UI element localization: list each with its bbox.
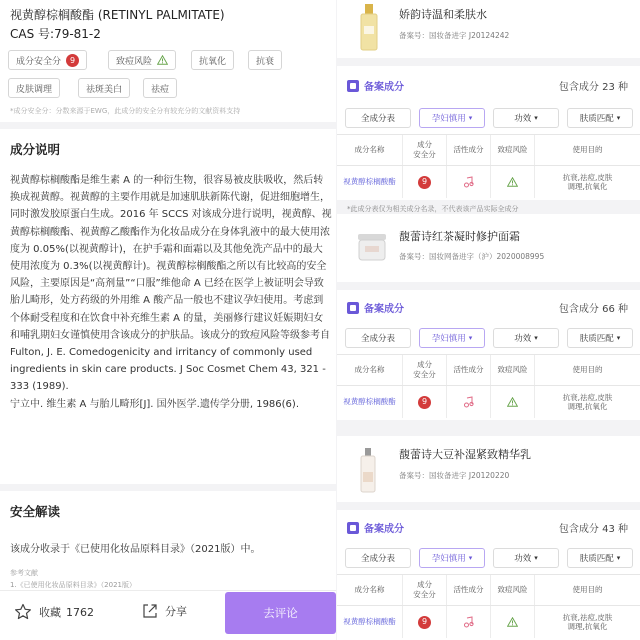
col-safety: 成分 安全分 (403, 575, 447, 605)
safety-heading: 安全解读 (10, 504, 61, 519)
row-purpose: 抗衰,祛痘,皮肤 调理,抗氧化 (562, 393, 613, 411)
table-header (337, 574, 640, 606)
col-name: 成分名称 (337, 135, 403, 165)
safety-score-badge: 9 (418, 176, 431, 189)
ingredient-list-note: *此成分表仅为相关成分名录，不代表该产品实际全成分 (347, 205, 519, 213)
warning-icon (157, 55, 168, 65)
description-text (10, 172, 332, 413)
chevron-down-icon: ▾ (468, 334, 473, 342)
active-ingredient-icon (463, 396, 475, 408)
description-heading: 成分说明 (10, 142, 61, 157)
share-icon (142, 603, 158, 619)
col-active: 活性成分 (447, 355, 491, 385)
col-acne: 致痘风险 (491, 135, 535, 165)
chevron-down-icon: ▾ (468, 114, 473, 122)
col-name: 成分名称 (337, 355, 403, 385)
product-image (355, 4, 383, 52)
registered-ingredients-label: 备案成分 (364, 82, 404, 93)
filter-function[interactable]: 功效 ▾ (493, 108, 559, 128)
col-active: 活性成分 (447, 135, 491, 165)
row-acne (491, 386, 535, 418)
registered-ingredients-header (347, 300, 404, 315)
tag-spot-whitening[interactable]: 祛斑美白 (78, 78, 130, 98)
ingredient-count: 包含成分 66 种 (558, 304, 628, 315)
share-button[interactable] (142, 603, 187, 619)
table-header (337, 134, 640, 166)
star-icon (14, 603, 32, 621)
filter-skin-match[interactable]: 肤质匹配 ▾ (567, 108, 633, 128)
row-acne (491, 606, 535, 638)
row-active (447, 606, 491, 638)
favorite-label: 收藏 (39, 606, 61, 619)
product-name: 馥蕾诗红茶凝时修护面霜 (399, 230, 520, 243)
filter-all-ingredients[interactable]: 全成分表 (345, 108, 411, 128)
table-header (337, 354, 640, 386)
registry-icon (347, 302, 359, 314)
warning-icon (507, 397, 518, 407)
safety-score-badge: 9 (66, 54, 79, 67)
cas-number: CAS 号:79-81-2 (10, 27, 101, 41)
filter-pregnancy[interactable]: 孕妇慎用 ▾ (419, 548, 485, 568)
col-purpose: 使用目的 (572, 585, 603, 594)
ingredient-count: 包含成分 43 种 (558, 524, 628, 535)
product-card[interactable] (337, 0, 640, 58)
registered-ingredients-block (337, 66, 640, 200)
filter-pregnancy[interactable]: 孕妇慎用 ▾ (419, 328, 485, 348)
filter-skin-match[interactable]: 肤质匹配 ▾ (567, 548, 633, 568)
tag-acne-risk[interactable]: 致痘风险 (108, 50, 176, 70)
table-row[interactable] (337, 386, 640, 418)
filter-function[interactable]: 功效 ▾ (493, 548, 559, 568)
bottom-action-bar (0, 590, 336, 640)
row-safety (403, 166, 447, 198)
product-registration: 备案号：国妆备进字 J20120220 (399, 471, 510, 480)
registered-ingredients-label: 备案成分 (364, 304, 404, 315)
row-ingredient-name[interactable]: 视黄醇棕榈酸酯 (337, 386, 403, 418)
registered-ingredients-header (347, 520, 404, 535)
col-name: 成分名称 (337, 575, 403, 605)
description-paragraph: 视黄醇棕榈酸酯是维生素 A 的一种衍生物，很容易被皮肤吸收，然后转换成视黄醇。视黄醇的主要作用就是加速肌肤新陈代谢，促进细胞增生，同时激发胶原蛋白生成。2016 年 SCCS 对该成分进行说明，视黄醇、视黄醇棕榈酸酯、视黄醇乙酸酯作为化妆品成分在身体乳液中的最大使用浓度为 0.05%(以视黄醇计)，在护手霜和面霜以及其他免洗产品中的最大使用浓度为 0.3%(以视黄醇计)。视黄醇棕榈酸酯之所以有比较高的安全风险，主要原因是“高剂量”“口服”维他命 A 已经在医学上被证明会导致胎儿畸形，处方药级的外用维 A 酸产品一般也不建议孕妇使用。考虑到个体耐受程度和在饮食中补充维生素 A 的量，美丽修行建议妊娠期妇女和哺乳期妇女谨慎使用含该成分的护肤品。该成分的致痘风险等级参考自 Fulton, J. E. Comedogenicity and irritancy of commonly used ingredients in skin care products. J Soc Cosmet Chem 43, 321 - 333 (1989). (10, 175, 332, 393)
tag-antioxidant[interactable]: 抗氧化 (191, 50, 234, 70)
product-list-panel (337, 0, 640, 640)
col-purpose: 使用目的 (572, 365, 603, 374)
col-active: 活性成分 (447, 575, 491, 605)
row-active (447, 166, 491, 198)
reference-title: 参考文献 (10, 569, 38, 577)
filter-all-ingredients[interactable]: 全成分表 (345, 328, 411, 348)
col-acne: 致痘风险 (491, 575, 535, 605)
chevron-down-icon: ▾ (616, 114, 621, 122)
filter-pregnancy[interactable]: 孕妇慎用 ▾ (419, 108, 485, 128)
share-label: 分享 (165, 605, 187, 618)
warning-icon (507, 177, 518, 187)
registry-icon (347, 522, 359, 534)
registered-ingredients-header (347, 78, 404, 93)
ingredient-count: 包含成分 23 种 (558, 82, 628, 93)
product-card[interactable] (337, 436, 640, 502)
col-acne: 致痘风险 (491, 355, 535, 385)
favorite-count: 1762 (66, 605, 94, 619)
filter-function[interactable]: 功效 ▾ (493, 328, 559, 348)
product-registration: 备案号：国妆备进字 J20124242 (399, 31, 510, 40)
safety-text: 该成分收录于《已使用化妆品原料目录》（2021版）中。 (10, 544, 261, 555)
description-reference: 宁立中. 维生素 A 与胎儿畸形[J]. 国外医学.遗传学分册, 1986(6). (10, 398, 299, 410)
chevron-down-icon: ▾ (616, 554, 621, 562)
row-acne (491, 166, 535, 198)
reference-item: 1.《已使用化妆品原料目录》（2021版） (10, 581, 136, 589)
chevron-down-icon: ▾ (468, 554, 473, 562)
comment-button[interactable]: 去评论 (225, 592, 336, 634)
product-name: 馥蕾诗大豆补湿紧致精华乳 (399, 448, 531, 461)
chevron-down-icon: ▾ (534, 554, 538, 562)
warning-icon (507, 617, 518, 627)
row-safety (403, 606, 447, 638)
registry-icon (347, 80, 359, 92)
col-safety: 成分 安全分 (403, 355, 447, 385)
product-registration: 备案号：国妆网备进字（沪）2020008995 (399, 252, 545, 261)
col-purpose: 使用目的 (572, 145, 603, 154)
row-purpose: 抗衰,祛痘,皮肤 调理,抗氧化 (562, 613, 613, 631)
row-safety (403, 386, 447, 418)
active-ingredient-icon (463, 616, 475, 628)
table-row[interactable] (337, 606, 640, 638)
filter-all-ingredients[interactable]: 全成分表 (345, 548, 411, 568)
favorite-button[interactable] (14, 603, 94, 621)
tag-acne[interactable]: 祛痘 (143, 78, 177, 98)
section-divider (0, 122, 336, 129)
chevron-down-icon: ▾ (616, 334, 621, 342)
safety-score-badge: 9 (418, 396, 431, 409)
section-divider (0, 484, 336, 491)
product-image (357, 448, 379, 494)
active-ingredient-icon (463, 176, 475, 188)
registered-ingredients-block (337, 290, 640, 420)
tag-anti-aging[interactable]: 抗衰 (248, 50, 282, 70)
product-image (355, 230, 389, 264)
row-active (447, 386, 491, 418)
registered-ingredients-block (337, 510, 640, 640)
filter-skin-match[interactable]: 肤质匹配 ▾ (567, 328, 633, 348)
product-name: 娇韵诗温和柔肤水 (399, 8, 487, 21)
safety-score-badge: 9 (418, 616, 431, 629)
product-card[interactable] (337, 214, 640, 282)
ingredient-title: 视黄醇棕榈酸酯 (RETINYL PALMITATE) (10, 8, 225, 22)
row-ingredient-name[interactable]: 视黄醇棕榈酸酯 (337, 166, 403, 198)
registered-ingredients-label: 备案成分 (364, 524, 404, 535)
row-purpose: 抗衰,祛痘,皮肤 调理,抗氧化 (562, 173, 613, 191)
safety-score-disclaimer: *成分安全分：分数来源于EWG，此成分的安全分有较充分的文献资料支持 (10, 107, 241, 115)
chevron-down-icon: ▾ (534, 334, 538, 342)
table-row[interactable] (337, 166, 640, 198)
chevron-down-icon: ▾ (534, 114, 538, 122)
col-safety: 成分 安全分 (403, 135, 447, 165)
row-ingredient-name[interactable]: 视黄醇棕榈酸酯 (337, 606, 403, 638)
tag-safety-score[interactable]: 成分安全分 9 (8, 50, 87, 70)
tag-skin-conditioning[interactable]: 皮肤调理 (8, 78, 60, 98)
